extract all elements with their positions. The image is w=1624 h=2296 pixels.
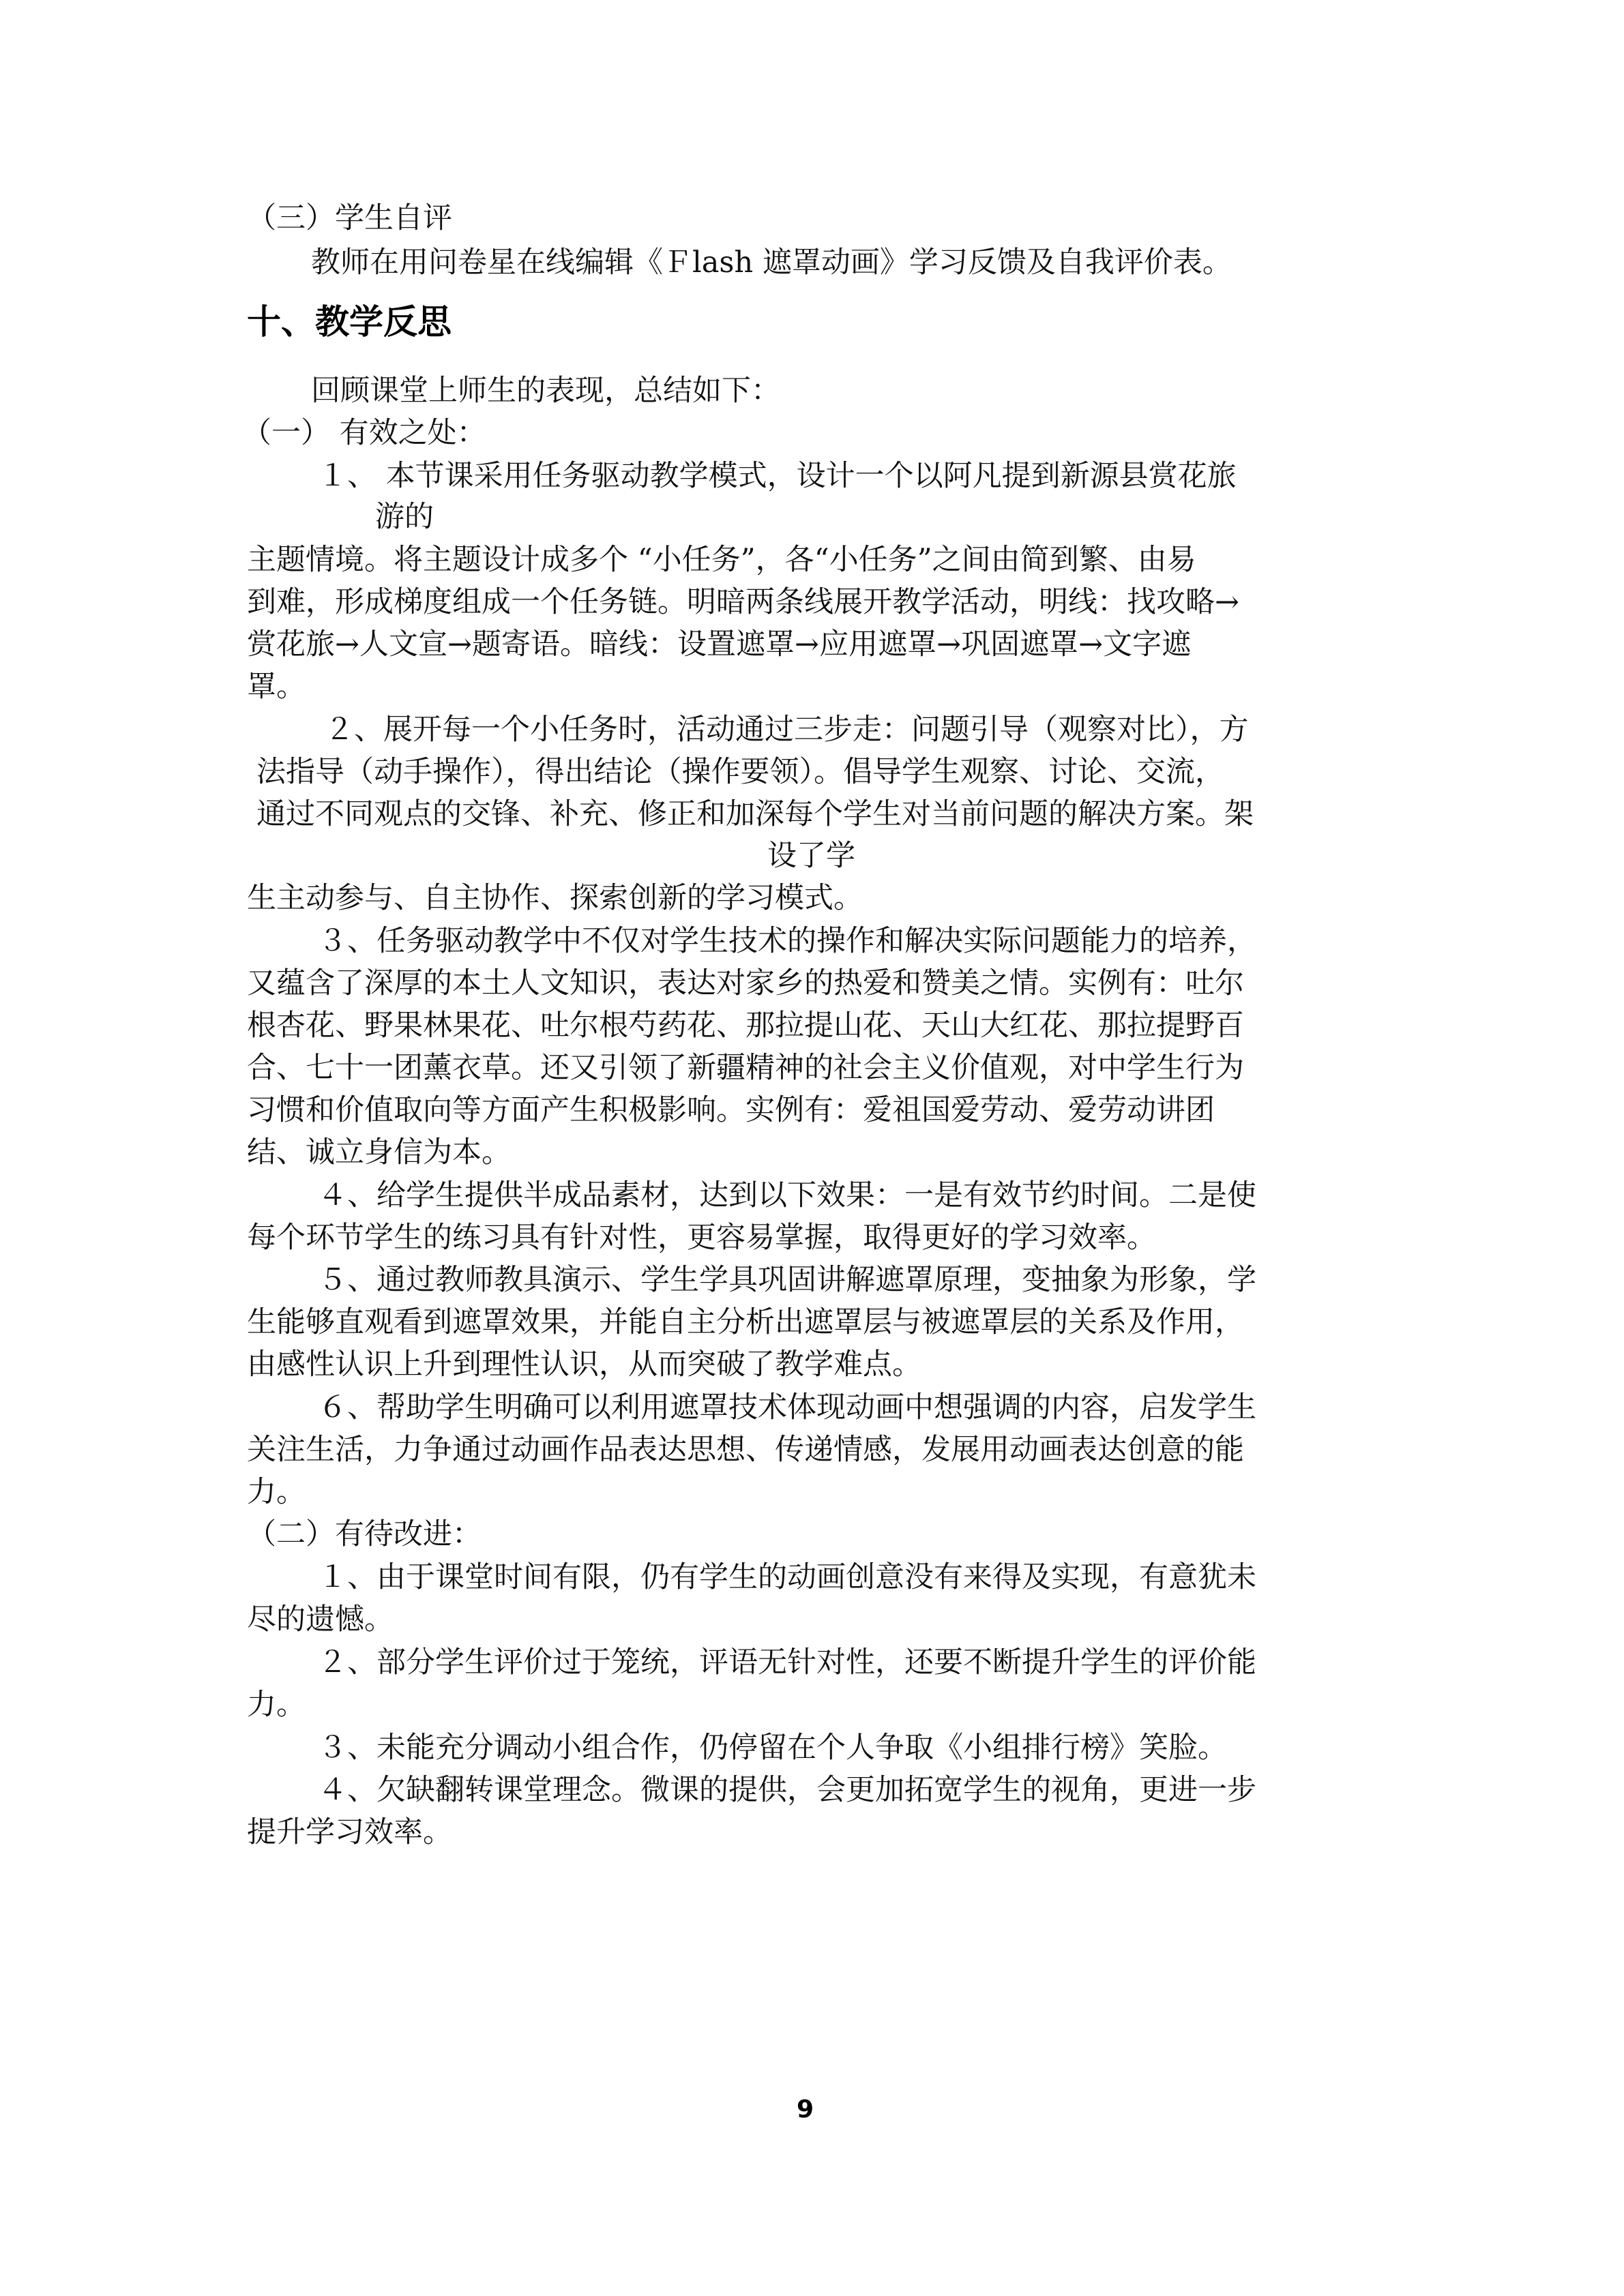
paragraph-line: ４、给学生提供半成品素材，达到以下效果：一是有效节约时间。二是使: [318, 1178, 1256, 1212]
paragraph-line: 由感性认识上升到理性认识，从而突破了教学难点。: [247, 1347, 921, 1382]
paragraph-line: 力。: [247, 1688, 306, 1722]
paragraph-line: 设了学: [767, 839, 855, 873]
page-number: 9: [797, 2096, 814, 2123]
paragraph-line: 合、七十一团薰衣草。还又引领了新疆精神的社会主义价值观，对中学生行为: [247, 1051, 1244, 1085]
paragraph-line: 赏花旅→人文宣→题寄语。暗线：设置遮罩→应用遮罩→巩固遮罩→文字遮: [247, 627, 1192, 661]
paragraph-line: 回顾课堂上师生的表现，总结如下：: [311, 374, 780, 408]
paragraph-line: ５、通过教师教具演示、学生学具巩固讲解遮罩原理，变抽象为形象，学: [318, 1263, 1256, 1297]
paragraph-line: 结、诚立身信为本。: [247, 1135, 511, 1169]
paragraph-line: 习惯和价值取向等方面产生积极影响。实例有：爱祖国爱劳动、爱劳动讲团: [247, 1093, 1215, 1127]
paragraph-line: ３、未能充分调动小组合作，仍停留在个人争取《小组排行榜》笑脸。: [318, 1731, 1227, 1765]
paragraph-line: １、由于课堂时间有限，仍有学生的动画创意没有来得及实现，有意犹未: [318, 1560, 1256, 1594]
paragraph-line: 生主动参与、自主协作、探索创新的学习模式。: [247, 881, 863, 915]
paragraph-line: ４、欠缺翻转课堂理念。微课的提供，会更加拓宽学生的视角，更进一步: [318, 1773, 1256, 1807]
paragraph-line: 根杏花、野果林果花、吐尔根芍药花、那拉提山花、天山大红花、那拉提野百: [247, 1009, 1244, 1043]
paragraph-line: 生能够直观看到遮罩效果，并能自主分析出遮罩层与被遮罩层的关系及作用，: [247, 1305, 1244, 1339]
subsection-heading-to-improve: （二）有待改进：: [247, 1517, 482, 1551]
paragraph-line: 每个环节学生的练习具有针对性，更容易掌握，取得更好的学习效率。: [247, 1221, 1156, 1255]
paragraph-line: 主题情境。将主题设计成多个 “小任务”，各“小任务”之间由简到繁、由易: [247, 543, 1196, 577]
subsection-heading-self-evaluation: （三）学生自评: [247, 201, 452, 235]
paragraph-line: 尽的遗憾。: [247, 1602, 394, 1637]
paragraph-line: ６、帮助学生明确可以利用遮罩技术体现动画中想强调的内容，启发学生: [318, 1390, 1256, 1425]
subsection-heading-effective-points: （一） 有效之处：: [242, 416, 486, 450]
paragraph-line: ３、任务驱动教学中不仅对学生技术的操作和解决实际问题能力的培养，: [318, 924, 1256, 958]
paragraph-line: 到难，形成梯度组成一个任务链。明暗两条线展开教学活动，明线：找攻略→: [247, 585, 1240, 619]
paragraph-line: 通过不同观点的交锋、补充、修正和加深每个学生对当前问题的解决方案。架: [256, 797, 1254, 831]
paragraph-line: 提升学习效率。: [247, 1815, 452, 1849]
paragraph-line: ２、展开每一个小任务时，活动通过三步走：问题引导（观察对比），方: [325, 713, 1249, 747]
paragraph-line: １、 本节课采用任务驱动教学模式，设计一个以阿凡提到新源县赏花旅: [318, 459, 1237, 493]
paragraph-line: 法指导（动手操作），得出结论（操作要领）。倡导学生观察、讨论、交流，: [256, 755, 1224, 789]
paragraph-line: 教师在用问卷星在线编辑《Ｆlash 遮罩动画》学习反馈及自我评价表。: [311, 245, 1232, 280]
paragraph-line: 力。: [247, 1475, 306, 1509]
paragraph-line: 又蕴含了深厚的本土人文知识，表达对家乡的热爱和赞美之情。实例有：吐尔: [247, 966, 1244, 1000]
paragraph-line: 关注生活，力争通过动画作品表达思想、传递情感，发展用动画表达创意的能: [247, 1433, 1244, 1467]
section-heading-teaching-reflection: 十、教学反思: [247, 302, 452, 342]
paragraph-line: 游的: [375, 500, 434, 534]
paragraph-line: 罩。: [247, 670, 306, 704]
paragraph-line: ２、部分学生评价过于笼统，评语无针对性，还要不断提升学生的评价能: [318, 1645, 1256, 1680]
